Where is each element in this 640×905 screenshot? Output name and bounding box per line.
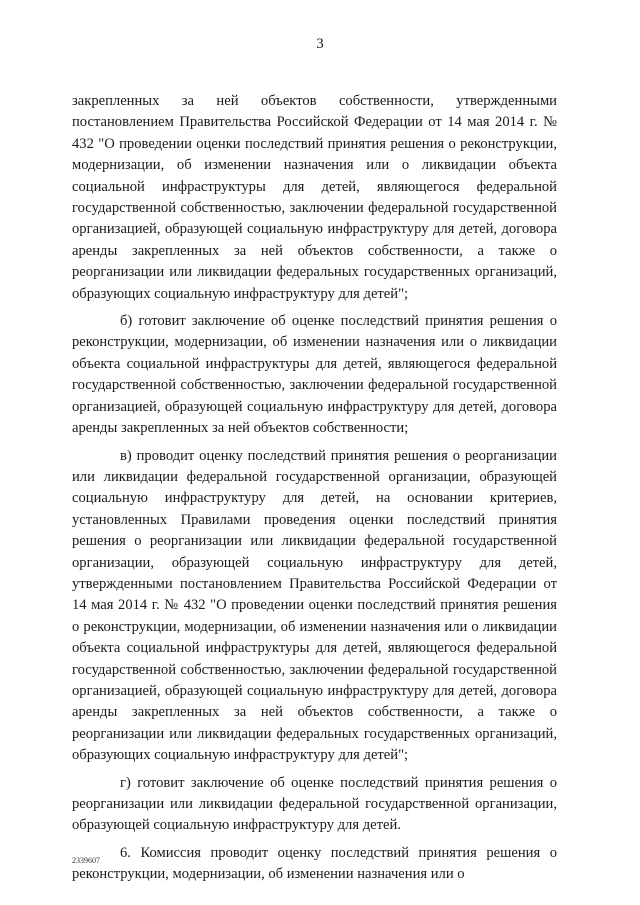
paragraph-item-b: б) готовит заключение об оценке последствий принятия решения о реконструкции, модернизации, об изменении назначения или о ликвидации объекта социальной инфраструктуры для детей, являющегося федеральной государственной собственностью, заключении федеральной государственной организацией, образующей социальную инфраструктуру для детей, договора аренды закрепленных за ней объектов собственности; (72, 313, 557, 437)
paragraph-continuation: закрепленных за ней объектов собственности, утвержденными постановлением Правительства Российской Федерации от 14 мая 2014 г. № 432 "О проведении оценки последствий принятия решения о реконструкции, модернизации, об изменении назначения или о ликвидации объекта социальной инфраструктуры для детей, являющегося федеральной государственной собственностью, заключении федеральной государственной организацией, образующей социальную инфраструктуру для детей, договора аренды закрепленных за ней объектов собственности, а также о реорганизации или ликвидации федеральных государственных организаций, образующих социальную инфраструктуру для детей"; (72, 93, 557, 302)
paragraph-item-v: в) проводит оценку последствий принятия решения о реорганизации или ликвидации федеральной государственной организации, образующей социальную инфраструктуру для детей, на основании критериев, установленных Правилами проведения оценки последствий принятия решения о реорганизации или ликвидации федеральной государственной организации, образующей социальную инфраструктуру для детей, утвержденными постановлением Правительства Российской Федерации от 14 мая 2014 г. № 432 "О проведении оценки последствий принятия решения о реконструкции, модернизации, об изменении назначения или о ликвидации объекта социальной инфраструктуры для детей, являющегося федеральной государственной собственностью, заключении федеральной государственной организацией, образующей социальную инфраструктуру для детей, договора аренды закрепленных за ней объектов собственности, а также о реорганизации или ликвидации федеральных государственных организаций, образующих социальную инфраструктуру для детей"; (72, 447, 557, 764)
document-code: 2339607 (72, 856, 100, 865)
document-body (72, 91, 557, 892)
page-number: 3 (316, 36, 324, 52)
paragraph-item-g: г) готовит заключение об оценке последствий принятия решения о реорганизации или ликвидации федеральной государственной организации, образующей социальную инфраструктуру для детей. (72, 774, 557, 834)
paragraph-section-6: 6. Комиссия проводит оценку последствий принятия решения о реконструкции, модернизации, об изменении назначения или о (72, 844, 557, 883)
